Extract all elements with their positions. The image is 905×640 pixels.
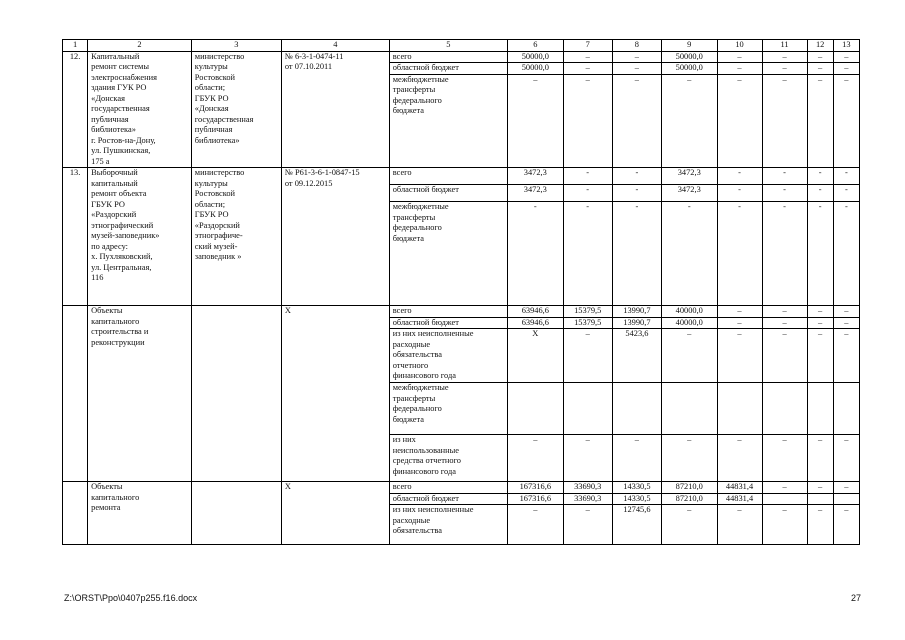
value-cell: – (807, 74, 833, 167)
value-cell: - (612, 202, 661, 306)
value-cell: – (762, 63, 807, 75)
value-cell: 50000,0 (662, 63, 718, 75)
value-cell: – (563, 74, 612, 167)
value-cell (717, 383, 762, 435)
value-cell: 50000,0 (662, 51, 718, 63)
value-cell: – (833, 306, 859, 318)
column-number: 8 (612, 40, 661, 52)
value-cell: – (717, 435, 762, 482)
budget-table (62, 39, 860, 545)
value-cell (762, 493, 807, 505)
column-number-row (63, 40, 860, 52)
value-cell: – (807, 329, 833, 383)
row-number: 13. (63, 168, 88, 306)
project-document: № Р61-3-6-1-0847-15 от 09.12.2015 (281, 168, 389, 306)
value-cell: 3472,3 (662, 185, 718, 202)
column-number: 10 (717, 40, 762, 52)
value-cell (508, 383, 564, 435)
customer-name (191, 482, 281, 545)
value-cell: - (662, 202, 718, 306)
value-cell: – (563, 51, 612, 63)
value-cell: – (833, 63, 859, 75)
value-cell: – (612, 63, 661, 75)
value-cell: - (717, 202, 762, 306)
value-cell: – (612, 435, 661, 482)
column-number: 11 (762, 40, 807, 52)
value-cell: – (833, 74, 859, 167)
value-cell: 50000,0 (508, 51, 564, 63)
value-cell: – (717, 329, 762, 383)
table-body (63, 40, 860, 545)
funding-source: областной бюджет (389, 63, 507, 75)
value-cell: 12745,6 (612, 505, 661, 545)
column-number: 7 (563, 40, 612, 52)
value-cell: - (807, 168, 833, 185)
value-cell: - (833, 185, 859, 202)
value-cell: – (833, 482, 859, 494)
value-cell (612, 383, 661, 435)
value-cell: – (762, 482, 807, 494)
page-number: 27 (850, 593, 861, 603)
value-cell: 13990,7 (612, 306, 661, 318)
value-cell: – (717, 74, 762, 167)
value-cell: 13990,7 (612, 317, 661, 329)
value-cell: – (563, 435, 612, 482)
funding-source: всего (389, 51, 507, 63)
customer-name (191, 306, 281, 482)
value-cell: – (508, 74, 564, 167)
value-cell: 15379,5 (563, 317, 612, 329)
value-cell (662, 383, 718, 435)
value-cell: – (662, 505, 718, 545)
value-cell: – (717, 51, 762, 63)
group-title: Объекты капитального ремонта (88, 482, 192, 545)
value-cell: – (508, 505, 564, 545)
value-cell: - (563, 202, 612, 306)
value-cell: 167316,6 (508, 482, 564, 494)
row-number (63, 306, 88, 482)
value-cell: - (762, 185, 807, 202)
value-cell: 14330,5 (612, 482, 661, 494)
value-cell: – (612, 51, 661, 63)
table-row (63, 168, 860, 185)
value-cell: – (563, 329, 612, 383)
row-number: 12. (63, 51, 88, 168)
value-cell: 44831,4 (717, 482, 762, 494)
value-cell: 3472,3 (508, 168, 564, 185)
value-cell: – (563, 63, 612, 75)
value-cell: – (807, 51, 833, 63)
value-cell: – (807, 482, 833, 494)
customer-name: министерство культуры Ростовской области; ГБУК РО «Раздорский этнографиче- ский музей- заповедник » (191, 168, 281, 306)
value-cell: 3472,3 (662, 168, 718, 185)
value-cell: – (717, 317, 762, 329)
value-cell: – (807, 317, 833, 329)
file-path: Z:\ORST\Ppo\0407p255.f16.docx (64, 593, 198, 603)
value-cell (833, 383, 859, 435)
value-cell: 44831,4 (717, 493, 762, 505)
value-cell: - (807, 185, 833, 202)
funding-source: областной бюджет (389, 493, 507, 505)
value-cell (807, 383, 833, 435)
value-cell: - (563, 185, 612, 202)
value-cell (833, 493, 859, 505)
table-row (63, 306, 860, 318)
funding-source: из них неисполненные расходные обязательства отчетного финансового года (389, 329, 507, 383)
value-cell: – (762, 51, 807, 63)
table-row (63, 51, 860, 63)
value-cell: – (662, 74, 718, 167)
group-mark: Х (281, 482, 389, 545)
value-cell: 40000,0 (662, 317, 718, 329)
funding-source: межбюджетные трансферты федерального бюджета (389, 383, 507, 435)
value-cell: - (762, 202, 807, 306)
value-cell: - (717, 168, 762, 185)
value-cell: 50000,0 (508, 63, 564, 75)
value-cell: Х (508, 329, 564, 383)
value-cell: – (807, 505, 833, 545)
value-cell: – (762, 329, 807, 383)
value-cell: – (807, 306, 833, 318)
value-cell: 87210,0 (662, 482, 718, 494)
column-number: 13 (833, 40, 859, 52)
value-cell: 33690,3 (563, 493, 612, 505)
value-cell: 15379,5 (563, 306, 612, 318)
value-cell: - (612, 168, 661, 185)
funding-source: всего (389, 306, 507, 318)
value-cell: - (833, 168, 859, 185)
value-cell: 14330,5 (612, 493, 661, 505)
column-number: 4 (281, 40, 389, 52)
value-cell: 167316,6 (508, 493, 564, 505)
funding-source: всего (389, 482, 507, 494)
value-cell (762, 383, 807, 435)
value-cell: - (717, 185, 762, 202)
column-number: 5 (389, 40, 507, 52)
funding-source: из них неисполненные расходные обязательства (389, 505, 507, 545)
value-cell: – (762, 317, 807, 329)
funding-source: межбюджетные трансферты федерального бюджета (389, 74, 507, 167)
column-number: 2 (88, 40, 192, 52)
value-cell: 63946,6 (508, 317, 564, 329)
funding-source: межбюджетные трансферты федерального бюджета (389, 202, 507, 306)
value-cell: – (762, 74, 807, 167)
group-title: Объекты капитального строительства и реконструкции (88, 306, 192, 482)
value-cell (563, 383, 612, 435)
funding-source: областной бюджет (389, 317, 507, 329)
value-cell: - (612, 185, 661, 202)
funding-source: всего (389, 168, 507, 185)
value-cell: - (807, 202, 833, 306)
value-cell: – (508, 435, 564, 482)
value-cell: 40000,0 (662, 306, 718, 318)
value-cell: 33690,3 (563, 482, 612, 494)
value-cell: - (563, 168, 612, 185)
value-cell: – (762, 306, 807, 318)
table-row (63, 482, 860, 494)
value-cell: 63946,6 (508, 306, 564, 318)
value-cell: – (762, 435, 807, 482)
row-number (63, 482, 88, 545)
value-cell: – (807, 435, 833, 482)
value-cell: - (762, 168, 807, 185)
value-cell: – (563, 505, 612, 545)
value-cell: – (833, 435, 859, 482)
value-cell: – (833, 505, 859, 545)
value-cell: – (717, 306, 762, 318)
value-cell: – (833, 329, 859, 383)
customer-name: министерство культуры Ростовской области; ГБУК РО «Донская государственная публичная библиотека» (191, 51, 281, 168)
value-cell: – (717, 505, 762, 545)
funding-source: из них неиспользованные средства отчетного финансового года (389, 435, 507, 482)
group-mark: Х (281, 306, 389, 482)
value-cell: 3472,3 (508, 185, 564, 202)
value-cell: – (807, 63, 833, 75)
value-cell: - (508, 202, 564, 306)
object-name: Капитальный ремонт системы электроснабжения здания ГУК РО «Донская государственная публичная библиотека» г. Ростов-на-Дону, ул. Пушкинская, 175 а (88, 51, 192, 168)
column-number: 9 (662, 40, 718, 52)
column-number: 6 (508, 40, 564, 52)
object-name: Выборочный капитальный ремонт объекта ГБУК РО «Раздорский этнографический музей-заповедник» по адресу: х. Пухляковский, ул. Центральная, 116 (88, 168, 192, 306)
value-cell: – (612, 74, 661, 167)
value-cell: – (833, 317, 859, 329)
value-cell (807, 493, 833, 505)
value-cell: 5423,6 (612, 329, 661, 383)
value-cell: 87210,0 (662, 493, 718, 505)
value-cell: – (833, 51, 859, 63)
value-cell: – (762, 505, 807, 545)
value-cell: - (833, 202, 859, 306)
column-number: 3 (191, 40, 281, 52)
column-number: 12 (807, 40, 833, 52)
column-number: 1 (63, 40, 88, 52)
value-cell: – (662, 435, 718, 482)
funding-source: областной бюджет (389, 185, 507, 202)
value-cell: – (717, 63, 762, 75)
project-document: № 6-3-1-0474-11 от 07.10.2011 (281, 51, 389, 168)
value-cell: – (662, 329, 718, 383)
